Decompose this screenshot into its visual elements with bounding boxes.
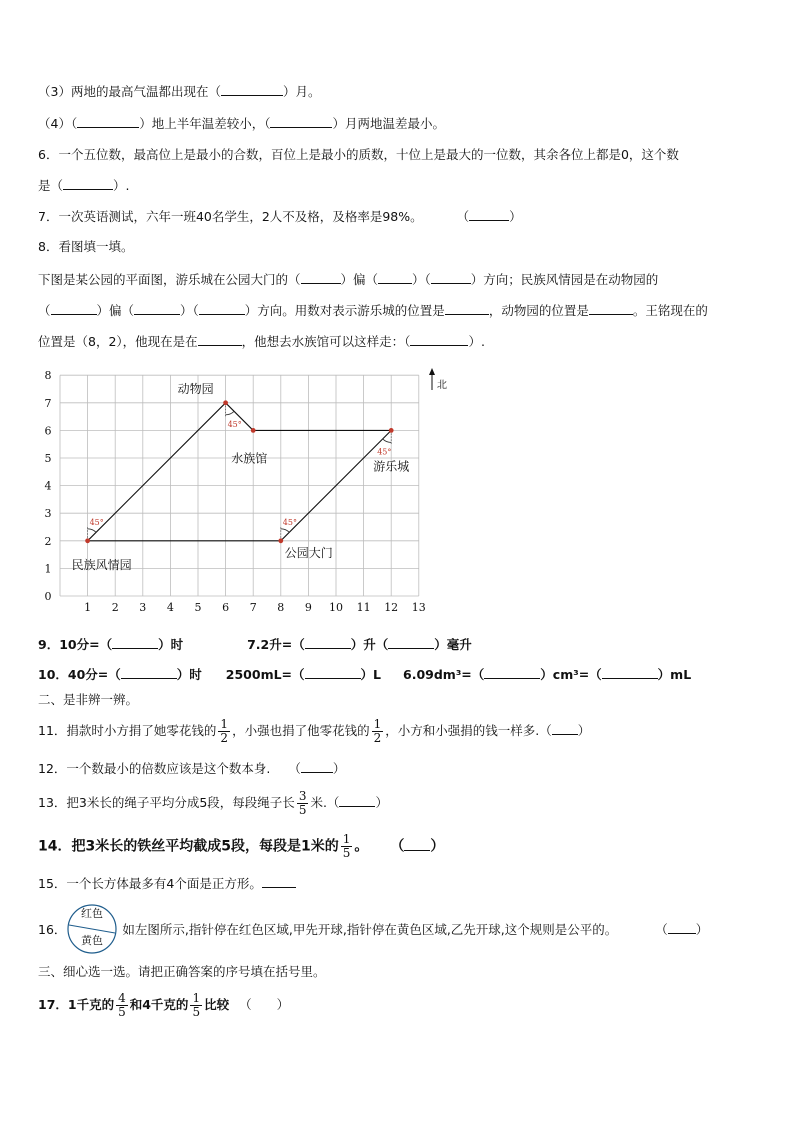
answer-blank[interactable] — [199, 301, 245, 315]
q17-line: 17．1千克的 $\frac{4}{5}$ 和4千克的 $\frac{1}{5}$ 比较 （ ） — [38, 991, 290, 1019]
y-tick-label: 5 — [44, 452, 52, 465]
q16-line: 16． 如左图所示,指针停在红色区域,甲先开球,指针停在黄色区域,乙先开球,这个规则是公平的。 （ ） — [38, 922, 709, 937]
x-tick-label: 3 — [139, 601, 147, 612]
answer-blank[interactable] — [198, 332, 242, 346]
north-arrow — [429, 368, 447, 391]
angle-arc — [226, 411, 235, 415]
red-region-label: 红色 — [81, 907, 103, 920]
fraction-one-half: $\frac{1}{2}$ — [220, 717, 229, 745]
answer-blank[interactable] — [410, 332, 468, 346]
x-tick-label: 10 — [329, 601, 343, 612]
answer-blank[interactable] — [51, 301, 97, 315]
answer-blank[interactable] — [77, 114, 139, 128]
y-tick-label: 6 — [44, 424, 52, 438]
q15-line: 15．一个长方体最多有4个面是正方形。 — [38, 874, 296, 893]
location-labels — [72, 381, 410, 572]
section-2-title: 二、是非辨一辨。 — [38, 692, 139, 707]
answer-blank[interactable] — [469, 207, 509, 221]
location-label: 动物园 — [177, 381, 214, 396]
answer-blank[interactable] — [378, 270, 412, 284]
answer-blank[interactable] — [602, 665, 658, 679]
park-map-grid — [36, 362, 456, 612]
y-tick-label: 4 — [44, 479, 52, 493]
x-tick-label: 9 — [304, 601, 312, 612]
fraction-one-half: $\frac{1}{2}$ — [373, 717, 382, 745]
angle-label: 45° — [227, 419, 242, 429]
location-point — [278, 538, 283, 543]
x-tick-label: 4 — [166, 601, 174, 612]
location-label: 水族馆 — [231, 451, 268, 466]
angle-arc — [281, 529, 290, 533]
answer-blank[interactable] — [404, 837, 430, 851]
y-tick-label: 0 — [44, 590, 52, 603]
answer-blank[interactable] — [589, 301, 633, 315]
answer-blank[interactable] — [668, 920, 696, 934]
answer-paren[interactable]: （ ） — [239, 997, 290, 1012]
x-tick-label: 7 — [249, 601, 257, 612]
section-3-title: 三、细心选一选。请把正确答案的序号填在括号里。 — [38, 964, 326, 979]
fraction-one-fifth: $\frac{1}{5}$ — [342, 832, 351, 860]
fraction-one-fifth: $\frac{1}{5}$ — [192, 991, 201, 1019]
answer-blank[interactable] — [431, 270, 471, 284]
fraction-four-fifths: $\frac{4}{5}$ — [118, 991, 126, 1019]
answer-blank[interactable] — [301, 270, 341, 284]
spinner-wheel-diagram — [66, 903, 118, 955]
q13-line: 13．把3米长的绳子平均分成5段，每段绳子长 $\frac{3}{5}$ 米.（ ） — [38, 789, 388, 817]
angle-label: 45° — [89, 517, 104, 527]
axis-labels — [45, 369, 426, 612]
answer-blank[interactable] — [305, 665, 361, 679]
answer-blank[interactable] — [112, 635, 158, 649]
answer-blank[interactable] — [134, 301, 180, 315]
location-point — [85, 538, 90, 543]
x-tick-label: 6 — [222, 601, 230, 612]
q6-line2: 是（ ）. — [38, 178, 130, 193]
x-tick-label: 12 — [384, 601, 399, 612]
angle-marks — [88, 403, 392, 541]
y-tick-label: 1 — [44, 562, 52, 576]
q4-sub-line: （4）（ ）地上半年温差较小，（ ）月两地温差最小。 — [38, 116, 445, 131]
location-point — [223, 400, 228, 405]
answer-blank[interactable] — [270, 114, 332, 128]
location-label: 游乐城 — [373, 459, 410, 474]
yellow-region-label: 黄色 — [81, 934, 103, 947]
angle-label: 45° — [377, 447, 392, 457]
q7-line: 7．一次英语测试，六年一班40名学生，2人不及格，及格率是98%。 （ ） — [38, 209, 522, 224]
answer-blank[interactable] — [63, 176, 113, 190]
answer-blank[interactable] — [301, 759, 333, 773]
north-arrow-head — [429, 368, 435, 375]
location-point — [251, 428, 256, 433]
q8-line1: 下图是某公园的平面图，游乐城在公园大门的（ ）偏（ ）（ ）方向；民族风情园是在动物园的 — [38, 272, 659, 287]
x-tick-label: 2 — [111, 601, 119, 612]
location-point — [389, 428, 394, 433]
x-tick-label: 1 — [84, 601, 92, 612]
fraction-three-fifths: $\frac{3}{5}$ — [298, 789, 307, 817]
answer-blank[interactable] — [552, 721, 578, 735]
north-label: 北 — [437, 380, 447, 391]
q6-line1: 6．一个五位数，最高位上是最小的合数，百位上是最小的质数，十位上是最大的一位数，其余各位上都是0，这个数 — [38, 147, 679, 162]
location-label: 公园大门 — [284, 545, 333, 560]
answer-blank[interactable] — [339, 793, 375, 807]
x-tick-label: 5 — [194, 601, 202, 612]
q3-sub-line: （3）两地的最高气温都出现在（ ）月。 — [38, 84, 321, 99]
x-tick-label: 8 — [277, 601, 285, 612]
answer-blank[interactable] — [221, 82, 283, 96]
y-tick-label: 7 — [44, 396, 52, 410]
answer-blank[interactable] — [484, 665, 540, 679]
q8-line2: （ ）偏（ ）（ ）方向。用数对表示游乐城的位置是 ，动物园的位置是 。王铭现在的 — [38, 303, 708, 318]
answer-blank[interactable] — [121, 665, 177, 679]
answer-blank[interactable] — [445, 301, 489, 315]
q12-line: 12．一个数最小的倍数应该是这个数本身. （ ） — [38, 761, 346, 776]
location-label: 民族风情园 — [71, 557, 132, 572]
y-tick-label: 2 — [44, 534, 52, 548]
answer-blank[interactable] — [305, 635, 351, 649]
answer-blank[interactable] — [262, 874, 296, 888]
x-tick-label: 11 — [356, 601, 371, 612]
y-tick-label: 8 — [44, 369, 52, 383]
answer-blank[interactable] — [388, 635, 434, 649]
angle-label: 45° — [282, 517, 297, 527]
angle-arc — [383, 439, 392, 443]
angle-arc — [88, 529, 97, 533]
x-tick-label: 13 — [411, 601, 426, 612]
q9-line: 9．10分=（ ）时 7.2升=（ ）升（ ）毫升 — [38, 637, 472, 652]
y-tick-label: 3 — [44, 507, 52, 521]
q14-line: 14．把3米长的铁丝平均截成5段，每段是1米的 $\frac{1}{5}$ 。 （ ） — [38, 832, 445, 860]
q10-line: 10．40分=（ ）时 2500mL=（ ）L 6.09dm³=（ ）cm³=（ ）mL — [38, 667, 692, 682]
q8-title: 8．看图填一填。 — [38, 239, 134, 254]
q8-line3: 位置是（8，2），他现在是在 ，他想去水族馆可以这样走：（ ）. — [38, 334, 485, 349]
spinner-divider — [69, 925, 115, 933]
q11-line: 11．捐款时小方捐了她零花钱的 $\frac{1}{2}$ ，小强也捐了他零花钱的 $\frac{1}{2}$ ，小方和小强捐的钱一样多.（ ） — [38, 717, 591, 745]
